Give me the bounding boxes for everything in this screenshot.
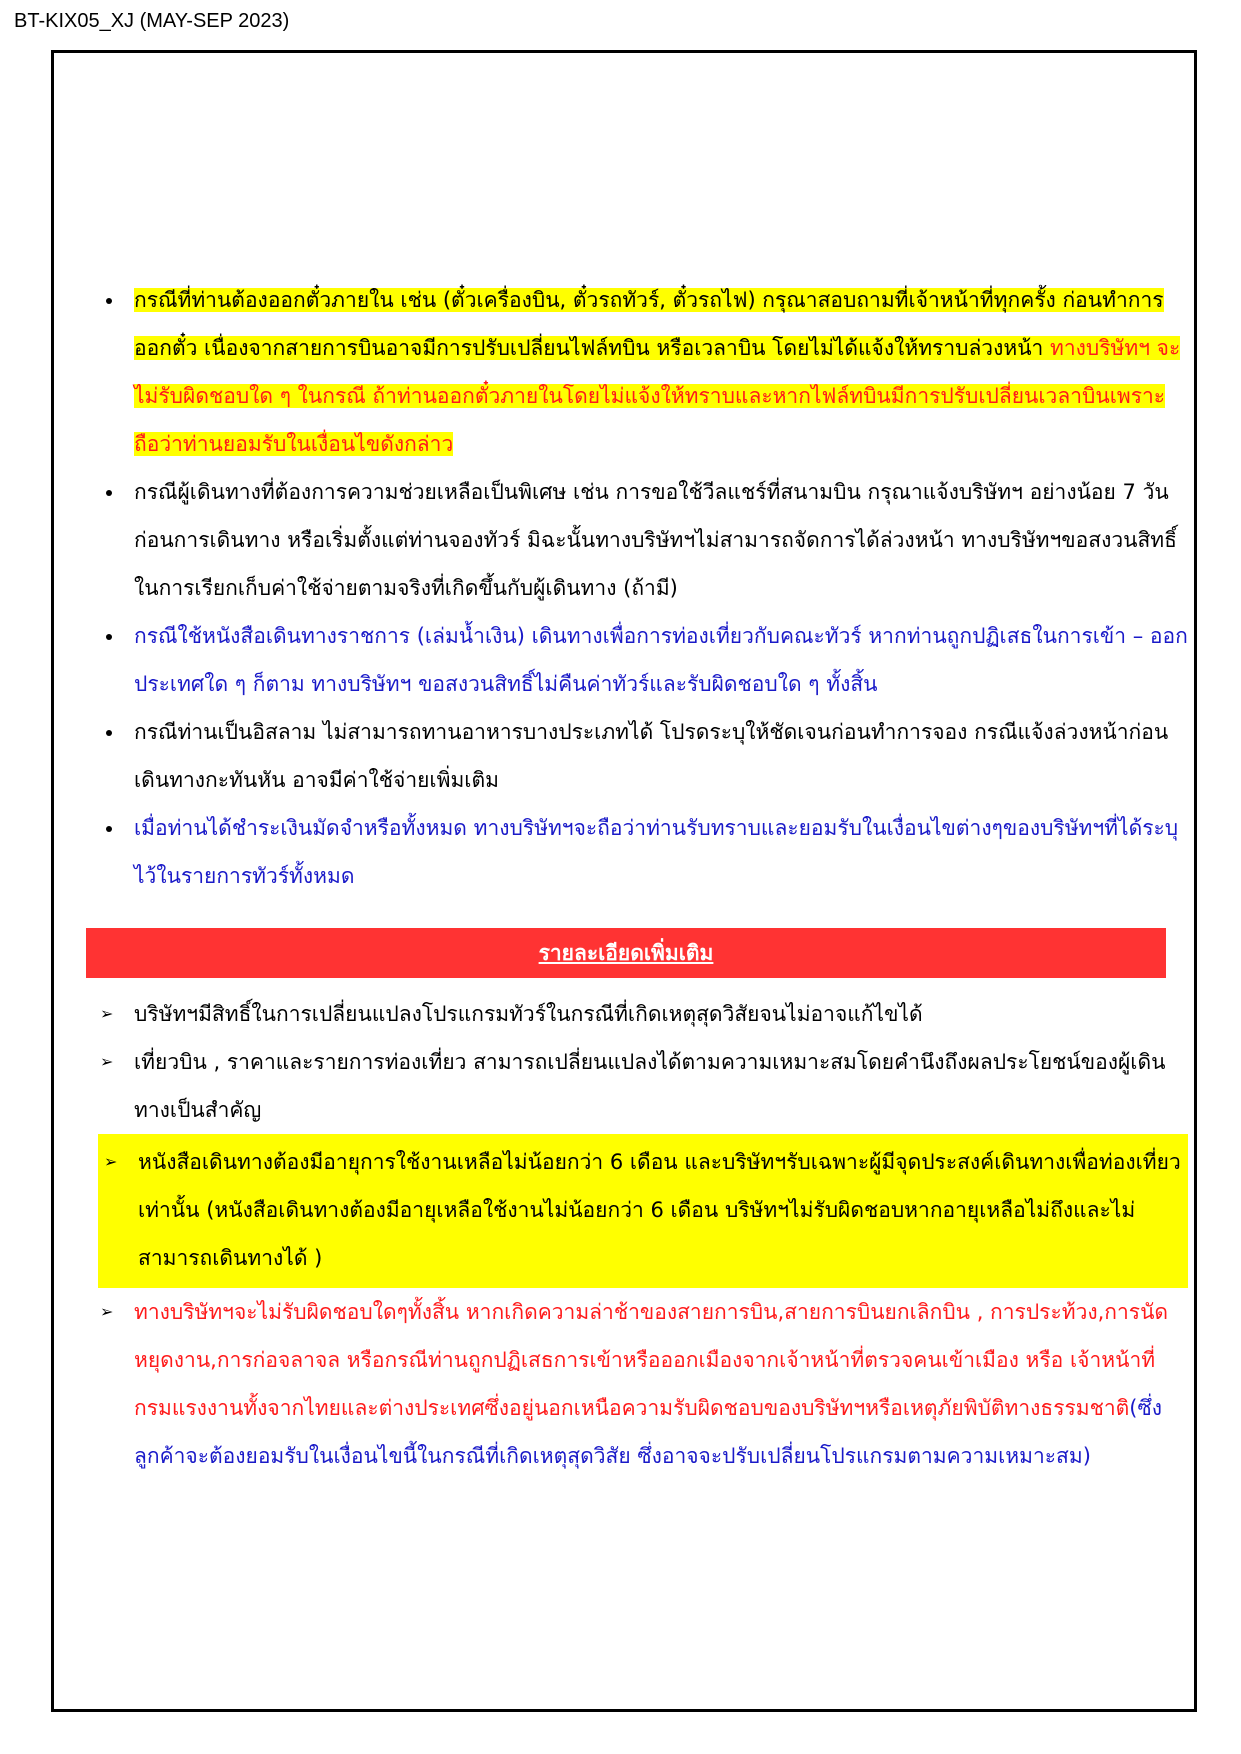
arrow-bullet-icon: ➢ (100, 1302, 114, 1321)
item-text: กรณีใช้หนังสือเดินทางราชการ (เล่มน้ำเงิน) เดินทางเพื่อการท่องเที่ยวกับคณะทัวร์ หากท่านถูกปฏิเสธในการเข้า – ออกประเทศใด ๆ ก็ตาม ทางบริษัทฯ ขอสงวนสิทธิ์ไม่คืนค่าทัวร์และรับผิดชอบใด ๆ ทั้งสิ้น (134, 624, 1188, 696)
arrow-bullet-icon: ➢ (100, 1004, 114, 1023)
document-code: BT-KIX05_XJ (MAY-SEP 2023) (14, 10, 290, 32)
arrow-bullet-icon: ➢ (100, 1052, 114, 1071)
list-item-highlighted (98, 1134, 1188, 1288)
item-text: เมื่อท่านได้ชำระเงินมัดจำหรือทั้งหมด ทางบริษัทฯจะถือว่าท่านรับทราบและยอมรับในเงื่อนไขต่างๆของบริษัทฯที่ได้ระบุไว้ในรายการทัวร์ทั้งหมด (134, 816, 1179, 888)
list-item (98, 804, 1188, 900)
list-item (98, 612, 1188, 708)
item-note-text: (ซึ่งลูกค้าจะต้องยอมรับในเงื่อนไขนี้ในกรณีที่เกิดเหตุสุดวิสัย ซึ่งอาจจะปรับเปลี่ยนโปรแกรมตามความเหมาะสม) (134, 1396, 1162, 1468)
item-text: หนังสือเดินทางต้องมีอายุการใช้งานเหลือไม่น้อยกว่า 6 เดือน และบริษัทฯรับเฉพาะผู้มีจุดประสงค์เดินทางเพื่อท่องเที่ยวเท่านั้น (หนังสือเดินทางต้องมีอายุเหลือใช้งานไม่น้อยกว่า 6 เดือน บริษัทฯไม่รับผิดชอบหากอายุเหลือไม่ถึงและไม่สามารถเดินทางได้ ) (138, 1150, 1181, 1270)
item-text: เที่ยวบิน , ราคาและรายการท่องเที่ยว สามารถเปลี่ยนแปลงได้ตามความเหมาะสมโดยคำนึงถึงผลประโยชน์ของผู้เดินทางเป็นสำคัญ (134, 1050, 1166, 1122)
section-header-bar (86, 928, 1166, 978)
list-item (98, 708, 1188, 804)
item-text: บริษัทฯมีสิทธิ์ในการเปลี่ยนแปลงโปรแกรมทัวร์ในกรณีที่เกิดเหตุสุดวิสัยจนไม่อาจแก้ไขได้ (134, 1002, 923, 1026)
list-item (98, 1288, 1188, 1480)
list-item (98, 276, 1188, 468)
section-title: รายละเอียดเพิ่มเติม (538, 940, 714, 965)
item-warning-text: ทางบริษัทฯ จะไม่รับผิดชอบใด ๆ ในกรณี ถ้าท่านออกตั๋วภายในโดยไม่แจ้งให้ทราบและหากไฟล์ทบินมีการปรับเปลี่ยนเวลาบินเพราะถือว่าท่านยอมรับในเงื่อนไขดังกล่าว (134, 336, 1181, 456)
item-text: กรณีที่ท่านต้องออกตั๋วภายใน เช่น (ตั๋วเครื่องบิน, ตั๋วรถทัวร์, ตั๋วรถไฟ) กรุณาสอบถามที่เจ้าหน้าที่ทุกครั้ง ก่อนทำการออกตั๋ว เนื่องจากสายการบินอาจมีการปรับเปลี่ยนไฟล์ทบิน หรือเวลาบิน โดยไม่ได้แจ้งให้ทราบล่วงหน้า (134, 288, 1164, 360)
item-warning-text: ทางบริษัทฯจะไม่รับผิดชอบใดๆทั้งสิ้น หากเกิดความล่าช้าของสายการบิน,สายการบินยกเลิกบิน , การประท้วง,การนัดหยุดงาน,การก่อจลาจล หรือกรณีท่านถูกปฏิเสธการเข้าหรือออกเมืองจากเจ้าหน้าที่ตรวจคนเข้าเมือง หรือ เจ้าหน้าที่กรมแรงงานทั้งจากไทยและต่างประเทศซึ่งอยู่นอกเหนือความรับผิดชอบของบริษัทฯหรือเหตุภัยพิบัติทางธรรมชาติ (134, 1300, 1169, 1420)
list-item (98, 468, 1188, 612)
conditions-list (98, 276, 1188, 900)
item-text: กรณีท่านเป็นอิสลาม ไม่สามารถทานอาหารบางประเภทได้ โปรดระบุให้ชัดเจนก่อนทำการจอง กรณีแจ้งล่วงหน้าก่อนเดินทางกะทันหัน อาจมีค่าใช้จ่ายเพิ่มเติม (134, 720, 1169, 792)
arrow-bullet-icon: ➢ (104, 1152, 118, 1171)
details-list (98, 990, 1188, 1480)
item-text: กรณีผู้เดินทางที่ต้องการความช่วยเหลือเป็นพิเศษ เช่น การขอใช้วีลแชร์ที่สนามบิน กรุณาแจ้งบริษัทฯ อย่างน้อย 7 วันก่อนการเดินทาง หรือเริ่มตั้งแต่ท่านจองทัวร์ มิฉะนั้นทางบริษัทฯไม่สามารถจัดการได้ล่วงหน้า ทางบริษัทฯขอสงวนสิทธิ์ในการเรียกเก็บค่าใช้จ่ายตามจริงที่เกิดขึ้นกับผู้เดินทาง (ถ้ามี) (134, 480, 1177, 600)
list-item (98, 990, 1188, 1038)
list-item (98, 1038, 1188, 1134)
